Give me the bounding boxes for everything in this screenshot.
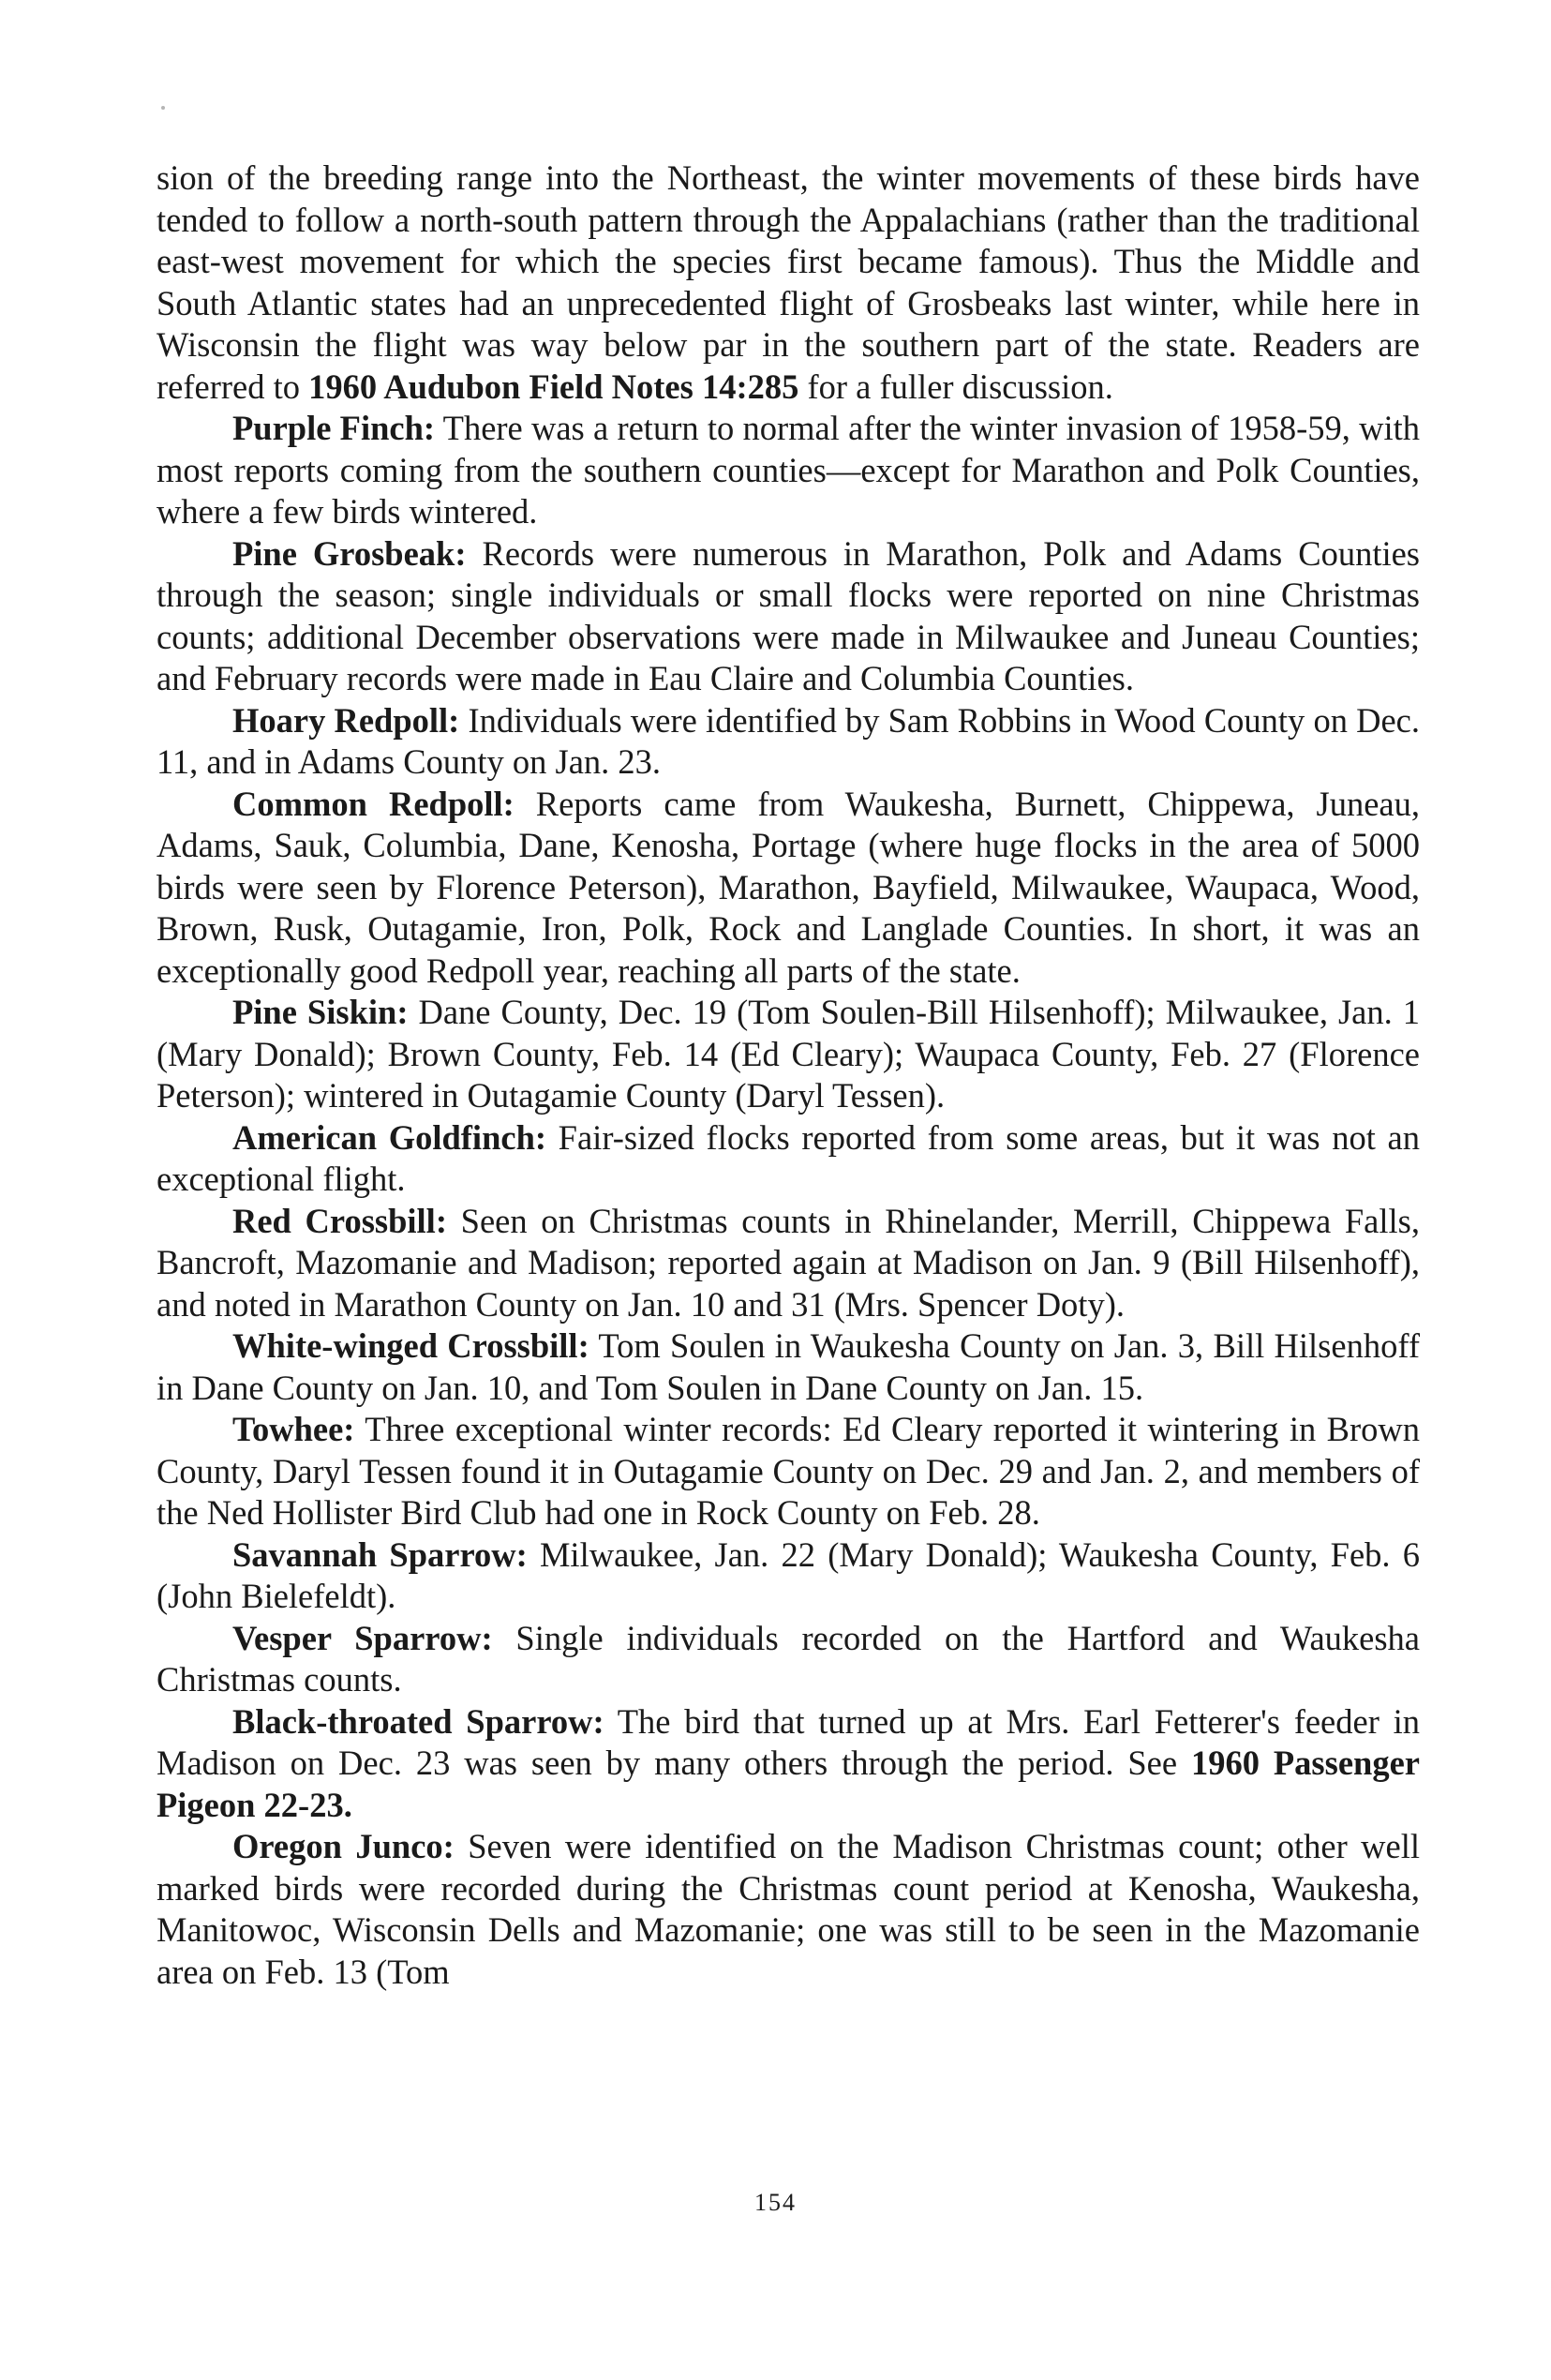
species-name: Black-throated Sparrow: [232, 1701, 604, 1741]
body-text [157, 157, 1420, 1993]
page-number: 154 [754, 2189, 797, 2216]
species-entry [157, 700, 1420, 784]
entry-text: Seen on Christmas counts in Rhinelander, Merrill, Chippewa Falls, Bancroft, Mazomanie and Madison; reported again at Madison on Jan. 9 (Bill Hilsenhoff), and noted in Marathon County on Jan. 10 and 31 (Mrs. Spencer Doty). [157, 1201, 1420, 1324]
entry-text: Fair-sized flocks reported from some areas, but it was not an exceptional flight. [157, 1117, 1420, 1198]
species-name: Vesper Sparrow: [232, 1618, 493, 1657]
species-entry [157, 1409, 1420, 1534]
entry-text: Individuals were identified by Sam Robbins in Wood County on Dec. 11, and in Adams County on Jan. 23. [157, 700, 1420, 781]
species-entry [157, 1701, 1420, 1827]
species-entry [157, 408, 1420, 533]
entry-text: Single individuals recorded on the Hartford and Waukesha Christmas counts. [157, 1618, 1420, 1699]
entry-text: The bird that turned up at Mrs. Earl Fetterer's feeder in Madison on Dec. 23 was seen by many others through the period. See [157, 1701, 1420, 1782]
species-entry [157, 992, 1420, 1117]
species-name: American Goldfinch: [232, 1117, 547, 1157]
entry-text: Dane County, Dec. 19 (Tom Soulen-Bill Hilsenhoff); Milwaukee, Jan. 1 (Mary Donald); Brown County, Feb. 14 (Ed Cleary); Waupaca County, Feb. 27 (Florence Peterson); wintered in Outagamie County (Daryl Tessen). [157, 993, 1420, 1115]
species-name: Towhee: [232, 1410, 355, 1448]
species-name: Red Crossbill: [232, 1201, 447, 1240]
species-name: Pine Siskin: [232, 993, 409, 1031]
species-name: Pine Grosbeak: [232, 533, 467, 573]
entry-text: Milwaukee, Jan. 22 (Mary Donald); Waukesha County, Feb. 6 (John Bielefeldt). [157, 1534, 1420, 1615]
species-entry [157, 1618, 1420, 1701]
reference-citation: 1960 Passenger Pigeon 22-23. [157, 1744, 1420, 1824]
species-entry [157, 1534, 1420, 1618]
continuation-paragraph [157, 157, 1420, 408]
reference-citation: 1960 Audubon Field Notes 14:285 [308, 367, 799, 406]
species-name: Purple Finch: [232, 409, 436, 447]
species-entry [157, 784, 1420, 993]
species-entry [157, 533, 1420, 700]
entry-text: Records were numerous in Marathon, Polk and Adams Counties through the season; single individuals or small flocks were reported on nine Christmas counts; additional December observations were made in Milwaukee and Juneau Counties; and February records were made in Eau Claire and Columbia Counties. [157, 533, 1421, 697]
entry-text: for a fuller discussion. [798, 367, 1113, 406]
species-entry [157, 1826, 1420, 1993]
species-name: Hoary Redpoll: [232, 700, 460, 740]
species-entry [157, 1325, 1420, 1409]
entry-text: Three exceptional winter records: Ed Cleary reported it wintering in Brown County, Daryl Tessen found it in Outagamie County on Dec. 29 and Jan. 2, and members of the Ned Hollister Bird Club had one in Rock County on Feb. 28. [157, 1410, 1420, 1532]
entry-text: Reports came from Waukesha, Burnett, Chippewa, Juneau, Adams, Sauk, Columbia, Dane, Kenosha, Portage (where huge flocks in the area of 5000 birds were seen by Florence Peterson), Marathon, Bayfield, Milwaukee, Waupaca, Wood, Brown, Rusk, Outagamie, Iron, Polk, Rock and Langlade Counties. In short, it was an exceptionally good Redpoll year, reaching all parts of the state. [157, 784, 1420, 990]
entry-text: Tom Soulen in Waukesha County on Jan. 3, Bill Hilsenhoff in Dane County on Jan. 10, and Tom Soulen in Dane County on Jan. 15. [157, 1326, 1420, 1407]
scan-speck [161, 106, 165, 110]
species-entry [157, 1117, 1420, 1201]
species-entry [157, 1201, 1420, 1326]
entry-text: Seven were identified on the Madison Christmas count; other well marked birds were recorded during the Christmas count period at Kenosha, Waukesha, Manitowoc, Wisconsin Dells and Mazomanie; one was still to be seen in the Mazomanie area on Feb. 13 (Tom [157, 1827, 1420, 1991]
species-name: Common Redpoll: [232, 784, 515, 823]
species-name: Oregon Junco: [232, 1827, 455, 1865]
entry-text: There was a return to normal after the winter invasion of 1958-59, with most reports coming from the southern counties—except for Marathon and Polk Counties, where a few birds wintered. [157, 409, 1420, 531]
entry-text: sion of the breeding range into the Northeast, the winter movements of these birds have tended to follow a north-south pattern through the Appalachians (rather than the traditional east-west movement for which the species first became famous). Thus the Middle and South Atlantic states had an unprecedented flight of Grosbeaks last winter, while here in Wisconsin the flight was way below par in the southern part of the state. Readers are referred to [157, 158, 1420, 406]
species-name: Savannah Sparrow: [232, 1534, 528, 1574]
species-name: White-winged Crossbill: [232, 1326, 589, 1365]
